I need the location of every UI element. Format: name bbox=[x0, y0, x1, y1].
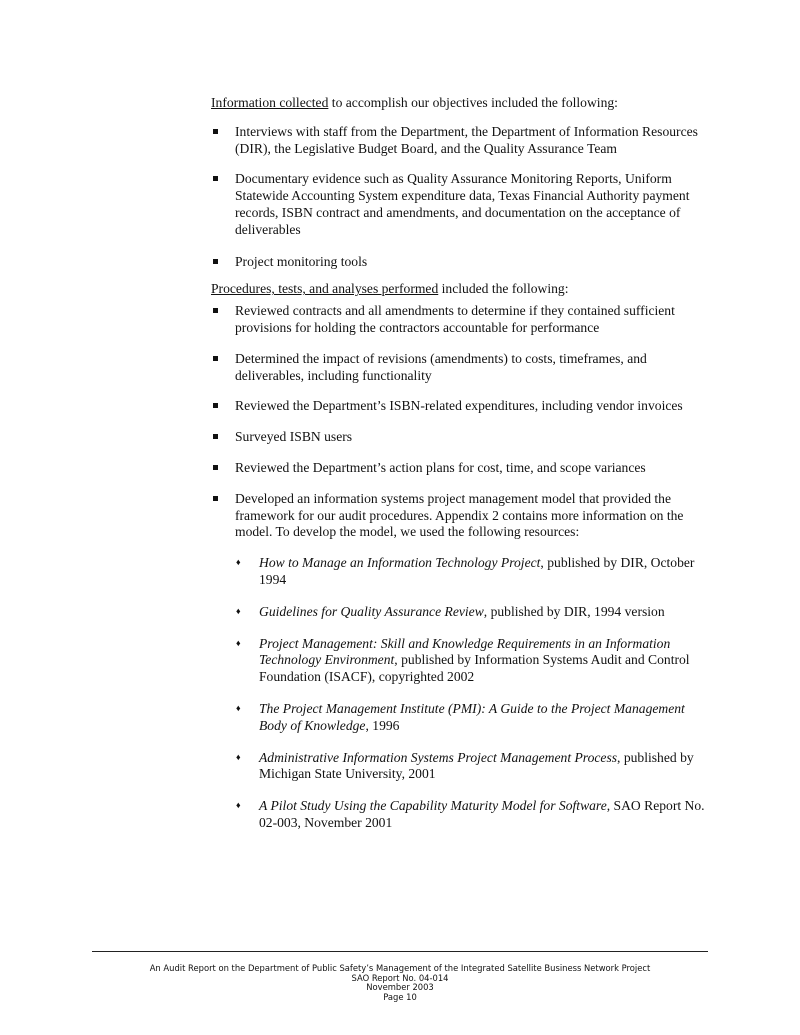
resource-item bbox=[235, 701, 711, 735]
footer-report-number: SAO Report No. 04-014 bbox=[351, 972, 449, 983]
list-item: Reviewed contracts and all amendments to determine if they contained sufficient provisions for holding the contractors accountable for performance bbox=[211, 303, 711, 337]
list-item: Documentary evidence such as Quality Assurance Monitoring Reports, Uniform Statewide Accounting System expenditure data, Texas Financial Authority payment records, ISBN contract and amendments, and documentation on the acceptance of deliverables bbox=[211, 171, 711, 238]
section2-lead-underlined: Procedures, tests, and analyses performed bbox=[211, 281, 439, 297]
resource-item bbox=[235, 798, 711, 832]
list-item: Surveyed ISBN users bbox=[211, 429, 711, 446]
list-item: Determined the impact of revisions (amendments) to costs, timeframes, and deliverables, including functionality bbox=[211, 351, 711, 385]
list-item: Reviewed the Department’s ISBN-related expenditures, including vendor invoices bbox=[211, 398, 711, 415]
resource-title: A Pilot Study Using the Capability Maturity Model for Software bbox=[259, 798, 607, 814]
list-item: Interviews with staff from the Department, the Department of Information Resources (DIR), the Legislative Budget Board, and the Quality Assurance Team bbox=[211, 124, 711, 158]
resource-details: , published by Information Systems Audit and Control Foundation (ISACF), copyrighted 2002 bbox=[259, 652, 690, 685]
resource-title: Administrative Information Systems Project Management Process bbox=[259, 749, 618, 765]
list-item-text: Developed an information systems project management model that provided the framework for our audit procedures. Appendix 2 contains more information on the model. To develop the model, we used the following resources: bbox=[235, 490, 684, 540]
procedures-list bbox=[211, 303, 711, 832]
footer-date: November 2003 bbox=[366, 982, 434, 993]
section2-lead-rest: included the following: bbox=[438, 281, 569, 297]
resource-details: , published by DIR, October 1994 bbox=[259, 555, 695, 587]
section1-lead-rest: to accomplish our objectives included the following: bbox=[328, 95, 618, 110]
resource-details: , SAO Report No. 02-003, November 2001 bbox=[259, 798, 705, 830]
footer-divider bbox=[92, 951, 708, 952]
resource-title: Guidelines for Quality Assurance Review bbox=[259, 603, 484, 619]
footer-report-title: An Audit Report on the Department of Public Safety’s Management of the Integrated Satellite Business Network Project bbox=[149, 963, 651, 973]
list-item bbox=[211, 491, 711, 832]
resource-title: The Project Management Institute (PMI): A Guide to the Project Management Body of Knowledge bbox=[259, 700, 685, 733]
resource-title: How to Manage an Information Technology Project bbox=[259, 555, 541, 571]
resource-item bbox=[235, 555, 711, 589]
page-footer bbox=[0, 964, 800, 1002]
section1-lead bbox=[211, 95, 711, 112]
page-body bbox=[211, 95, 711, 832]
resource-item bbox=[235, 604, 711, 621]
list-item: Reviewed the Department’s action plans for cost, time, and scope variances bbox=[211, 460, 711, 477]
section2-lead bbox=[211, 281, 711, 298]
footer-page-number: Page 10 bbox=[383, 991, 417, 1002]
resource-details: , published by DIR, 1994 version bbox=[483, 603, 665, 619]
section1-lead-underlined: Information collected bbox=[211, 95, 329, 110]
resource-item bbox=[235, 750, 711, 784]
resources-list bbox=[235, 555, 711, 832]
objectives-info-list bbox=[211, 124, 711, 271]
resource-details: , 1996 bbox=[365, 717, 400, 733]
resource-title: Project Management: Skill and Knowledge Requirements in an Information Technology Environment bbox=[259, 635, 671, 668]
resource-item bbox=[235, 636, 711, 686]
list-item: Project monitoring tools bbox=[211, 254, 711, 271]
resource-details: , published by Michigan State University, 2001 bbox=[259, 749, 694, 782]
